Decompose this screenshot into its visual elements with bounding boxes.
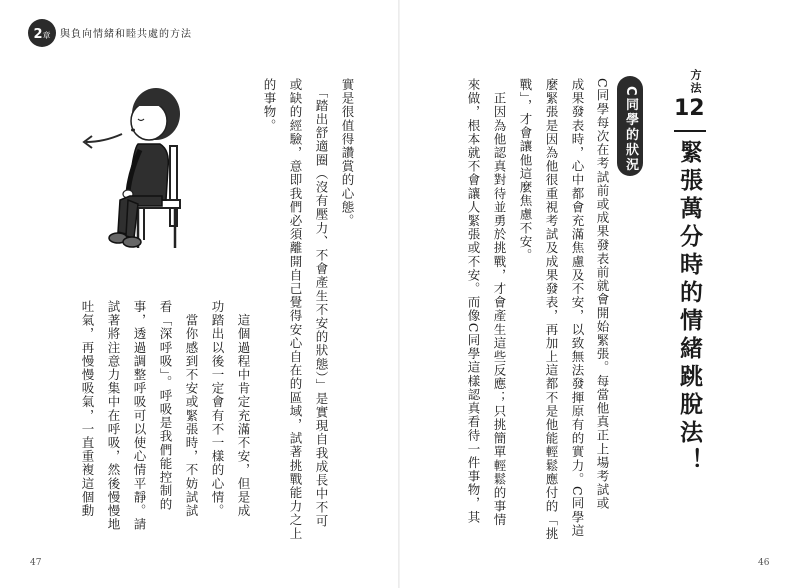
- right-text-column-5: 正因為他認真對待並勇於挑戰，才會產生這些反應；只挑簡單輕鬆的事情: [492, 78, 507, 527]
- left-text-column-3: 或缺的經驗，意即我們必須離開自己覺得安心自在的區域，試著挑戰能力之上: [288, 78, 303, 541]
- chapter-badge: [28, 19, 56, 47]
- left-text-column-9: 事，透過調整呼吸可以使心情平靜。請: [132, 300, 147, 532]
- left-text-column-4: 的事物。: [262, 78, 277, 133]
- method-number: 12: [674, 96, 705, 121]
- right-text-column-3: 麼緊張是因為他很重視考試及成果發表，再加上這都不是他能輕鬆應付的「挑: [544, 78, 559, 541]
- method-title: 緊張萬分時的情緒跳脫法！: [676, 140, 702, 476]
- right-text-column-1: C同學每次在考試前或成果發表前就會開始緊張。每當他真正上場考試或: [595, 78, 610, 511]
- left-text-column-1: 實是很值得讚賞的心態。: [340, 78, 355, 228]
- book-gutter: [398, 0, 400, 588]
- left-text-column-7: 當你感到不安或緊張時，不妨試試: [184, 300, 199, 518]
- student-breathing-illustration: [78, 72, 218, 257]
- chapter-number: 2: [33, 27, 43, 42]
- page-number-right: 46: [758, 558, 770, 568]
- right-text-column-4: 戰」，才會讓他這麼焦慮不安。: [518, 78, 533, 263]
- page-number-left: 47: [30, 558, 42, 568]
- left-text-column-6: 功踏出以後一定會有不一樣的心情。: [210, 300, 225, 518]
- right-text-column-6: 來做，根本就不會讓人緊張或不安。而像C同學這樣認真看待一件事物，其: [466, 78, 481, 524]
- left-text-column-8: 看「深呼吸」。呼吸是我們能控制的: [158, 300, 173, 512]
- chapter-unit: 章: [42, 31, 51, 40]
- chapter-title: 與負向情緒和睦共處的方法: [60, 29, 192, 40]
- left-text-column-5: 這個過程中肯定充滿不安，但是成: [236, 300, 251, 518]
- title-rule: [674, 130, 706, 132]
- left-text-column-11: 吐氣，再慢慢吸氣，一直重複這個動: [80, 300, 95, 518]
- right-text-column-2: 成果發表時，心中都會充滿焦慮及不安，以致無法發揮原有的實力。C同學這: [570, 78, 585, 538]
- left-text-column-10: 試著將注意力集中在呼吸，然後慢慢地: [106, 300, 121, 532]
- method-label: 方法: [689, 69, 702, 95]
- left-text-column-2: 「踏出舒適圈（沒有壓力、不會產生不安的狀態）」是實現自我成長中不可: [314, 78, 329, 528]
- case-badge: C同學的狀況: [617, 76, 643, 176]
